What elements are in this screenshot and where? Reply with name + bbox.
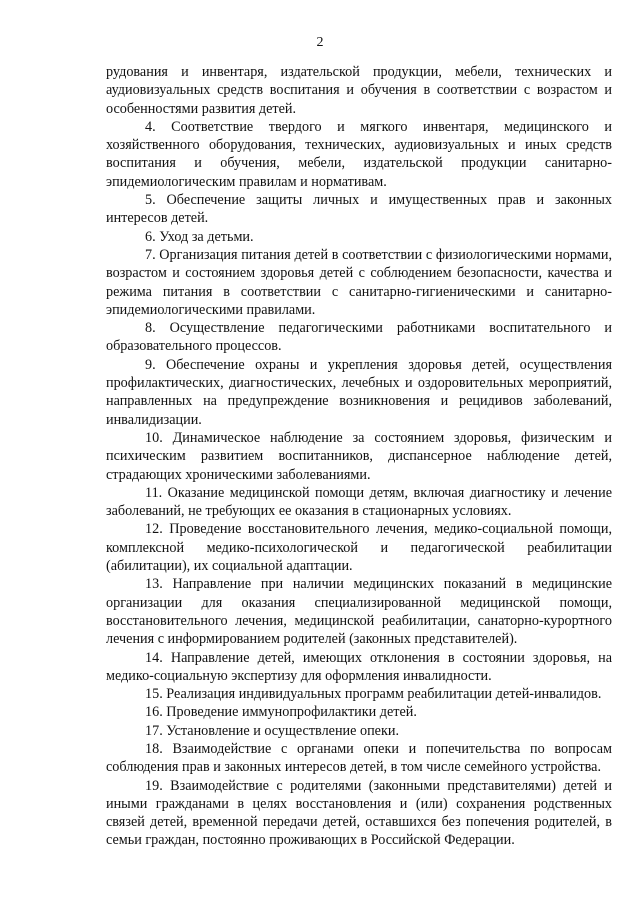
paragraph-item-10: 10. Динамическое наблюдение за состоянием здоровья, физическим и психическим развитием воспитанников, диспансерное наблюдение детей, страдающих хроническими заболеваниями. bbox=[106, 429, 612, 483]
paragraph-item-16: 16. Проведение иммунопрофилактики детей. bbox=[145, 704, 417, 721]
paragraph-item-15: 15. Реализация индивидуальных программ реабилитации детей-инвалидов. bbox=[145, 686, 602, 703]
paragraph-item-9: 9. Обеспечение охраны и укрепления здоровья детей, осуществления профилактических, диагностических, лечебных и оздоровительных мероприятий, направленных на предупреждение возникновения и рецидивов заболеваний, инвалидизации. bbox=[106, 356, 612, 428]
paragraph-continuation: рудования и инвентаря, издательской продукции, мебели, технических и аудиовизуальных средств воспитания и обучения в соответствии с возрастом и особенностями развития детей. bbox=[106, 64, 612, 117]
page-number: 2 bbox=[316, 35, 324, 50]
paragraph-item-13: 13. Направление при наличии медицинских показаний в медицинские организации для оказания специализированной медицинской помощи, восстановительного лечения, медицинской реабилитации, санаторно-курортного лечения с информированием родителей (законных представителей). bbox=[106, 576, 612, 648]
paragraph-item-8: 8. Осуществление педагогическими работниками воспитательного и образовательного процессов. bbox=[106, 320, 612, 355]
paragraph-item-14: 14. Направление детей, имеющих отклонения в состоянии здоровья, на медико-социальную экспертизу для оформления инвалидности. bbox=[106, 649, 612, 684]
paragraph-item-18: 18. Взаимодействие с органами опеки и попечительства по вопросам соблюдения прав и законных интересов детей, в том числе семейного устройства. bbox=[106, 740, 612, 776]
paragraph-item-6: 6. Уход за детьми. bbox=[145, 228, 254, 245]
paragraph-item-17: 17. Установление и осуществление опеки. bbox=[145, 722, 399, 739]
paragraph-item-12: 12. Проведение восстановительного лечения, медико-социальной помощи, комплексной медико-психологической и педагогической реабилитации (абилитации), их социальной адаптации. bbox=[106, 521, 612, 575]
paragraph-item-4: 4. Соответствие твердого и мягкого инвентаря, медицинского и хозяйственного оборудования, технических, аудиовизуальных и иных средств воспитания и обучения, мебели, издательской продукции санитарно-эпидемиологическим правилам и нормативам. bbox=[106, 118, 612, 190]
paragraph-item-5: 5. Обеспечение защиты личных и имущественных прав и законных интересов детей. bbox=[106, 192, 612, 227]
document-body bbox=[106, 63, 612, 850]
paragraph-item-7: 7. Организация питания детей в соответствии с физиологическими нормами, возрастом и состоянием здоровья детей с соблюдением безопасности, качества и режима питания в соответствии с санитарно-гигиеническими и санитарно-эпидемиологическими правилами. bbox=[106, 246, 612, 318]
paragraph-item-19: 19. Взаимодействие с родителями (законными представителями) детей и иными гражданами в целях восстановления и (или) сохранения родственных связей детей, временной передачи детей, оставшихся без попечения родителей, в семьи граждан, постоянно проживающих в Российской Федерации. bbox=[106, 777, 612, 849]
paragraph-item-11: 11. Оказание медицинской помощи детям, включая диагностику и лечение заболеваний, не требующих ее оказания в стационарных условиях. bbox=[106, 484, 612, 520]
